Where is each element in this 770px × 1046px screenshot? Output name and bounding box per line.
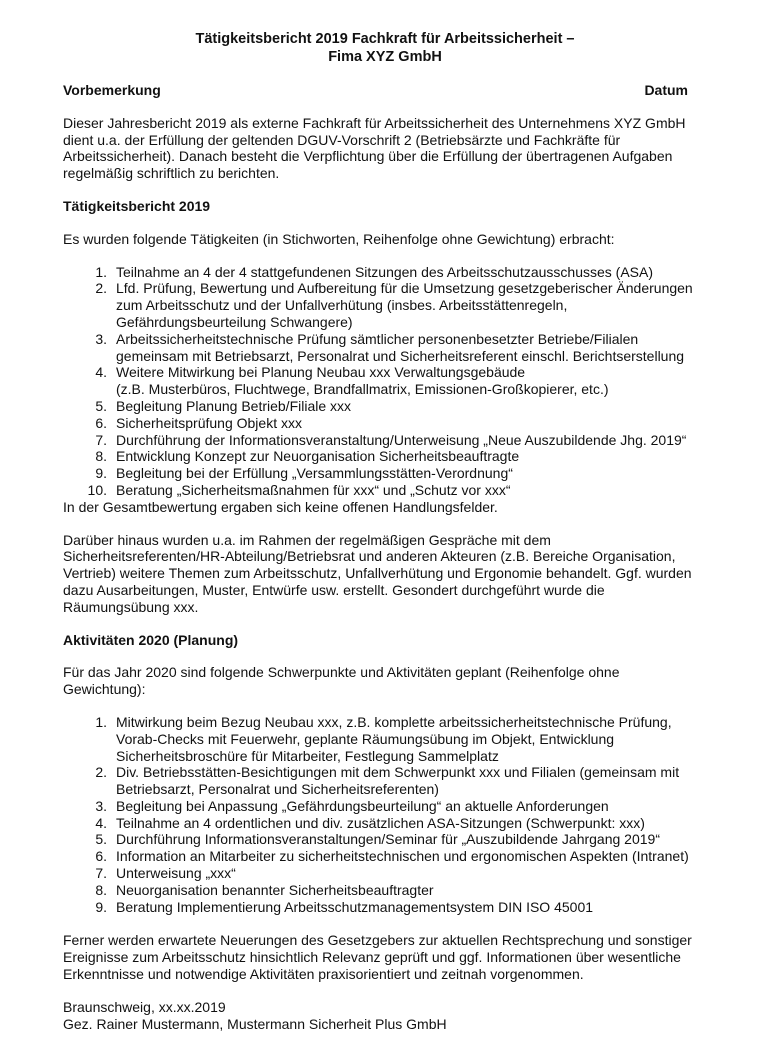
list-number: 5.	[95, 831, 107, 848]
list-number: 4.	[95, 364, 107, 381]
intro-text: Dieser Jahresbericht 2019 als externe Fachkraft für Arbeitssicherheit des Unternehmens XYZ GmbH dient u.a. der Erfüllung der geltenden DGUV-Vorschrift 2 (Betriebsärzte und Fachkräfte für Arbeitssicherheit). Danach besteht die Verpflichtung über die Erfüllung der übertragenen Aufgaben regelmäßig schriftlich zu berichten.	[63, 114, 686, 182]
report-heading: Tätigkeitsbericht 2019	[63, 197, 211, 214]
closing-text: Ferner werden erwartete Neuerungen des Gesetzgebers zur aktuellen Rechtsprechung und sonstiger Ereignisse zum Arbeitsschutz hinsichtlich Relevanz geprüft und ggf. Informationen über wesentliche Erkenntnisse und notwendige Aktivitäten praxisorientiert und zeitnah vorgenommen.	[63, 932, 692, 983]
list-item	[63, 432, 733, 449]
list-number: 1.	[95, 713, 107, 730]
list-number: 6.	[95, 414, 107, 431]
list-item	[63, 815, 733, 832]
list-item	[63, 714, 733, 764]
list-number: 7.	[95, 431, 107, 448]
list-text: Sicherheitsprüfung Objekt xxx	[116, 414, 302, 431]
list-text: Teilnahme an 4 der 4 stattgefundenen Sitzungen des Arbeitsschutzausschusses (ASA)	[116, 263, 653, 280]
list-text: Weitere Mitwirkung bei Planung Neubau xxx Verwaltungsgebäude (z.B. Musterbüros, Fluchtwege, Brandfallmatrix, Emissionen-Großkopierer, etc.)	[116, 364, 609, 398]
list-text: Begleitung Planung Betrieb/Filiale xxx	[116, 397, 352, 414]
list-text: Beratung „Sicherheitsmaßnahmen für xxx“ und „Schutz vor xxx“	[116, 481, 511, 498]
list-number: 2.	[95, 764, 107, 781]
list-item	[63, 482, 733, 499]
list-item	[63, 882, 733, 899]
list-number: 4.	[95, 814, 107, 831]
list-item	[63, 280, 733, 330]
intro-heading: Vorbemerkung	[63, 82, 161, 98]
list-item	[63, 831, 733, 848]
list-text: Durchführung Informationsveranstaltungen/Seminar für „Auszubildende Jahrgang 2019“	[116, 831, 660, 848]
list-text: Teilnahme an 4 ordentlichen und div. zusätzlichen ASA-Sitzungen (Schwerpunkt: xxx)	[116, 814, 645, 831]
list-text: Begleitung bei Anpassung „Gefährdungsbeurteilung“ an aktuelle Anforderungen	[116, 797, 609, 814]
list-number: 7.	[95, 865, 107, 882]
list-item	[63, 764, 733, 798]
list-text: Lfd. Prüfung, Bewertung und Aufbereitung für die Umsetzung gesetzgeberischer Änderungen zum Arbeitsschutz und der Unfallverhütung (insbes. Arbeitsstättenregeln, Gefährdungsbeurteilung Schwangere)	[116, 280, 693, 330]
list-item	[63, 331, 733, 365]
list-number: 5.	[95, 397, 107, 414]
list-text: Neuorganisation benannter Sicherheitsbeauftragter	[116, 881, 434, 898]
plan-list	[63, 714, 733, 916]
list-number: 10.	[87, 481, 107, 498]
list-text: Durchführung der Informationsveranstaltung/Unterweisung „Neue Auszubildende Jhg. 2019“	[116, 431, 687, 448]
list-text: Entwicklung Konzept zur Neuorganisation Sicherheitsbeauftragte	[116, 448, 520, 465]
plan-heading: Aktivitäten 2020 (Planung)	[63, 631, 239, 648]
list-text: Beratung Implementierung Arbeitsschutzmanagementsystem DIN ISO 45001	[116, 898, 594, 915]
list-item	[63, 398, 733, 415]
place-date: Braunschweig, xx.xx.2019	[63, 998, 226, 1015]
list-item	[63, 865, 733, 882]
list-item	[63, 798, 733, 815]
document-title: Tätigkeitsbericht 2019 Fachkraft für Arbeitssicherheit – Fima XYZ GmbH	[195, 31, 575, 65]
list-number: 3.	[95, 330, 107, 347]
report-list	[63, 264, 733, 499]
list-text: Div. Betriebsstätten-Besichtigungen mit dem Schwerpunkt xxx und Filialen (gemeinsam mit Betriebsarzt, Personalrat und Sicherheitsreferenten)	[116, 764, 680, 798]
report-summary: In der Gesamtbewertung ergaben sich keine offenen Handlungsfelder.	[63, 498, 498, 515]
list-item	[63, 899, 733, 916]
list-item	[63, 364, 733, 398]
list-text: Mitwirkung beim Bezug Neubau xxx, z.B. komplette arbeitssicherheitstechnische Prüfung, Vorab-Checks mit Feuerwehr, geplante Räumungsübung im Objekt, Entwicklung Sicherheitsbroschüre für Mitarbeiter, Festlegung Sammelplatz	[116, 713, 672, 764]
signature: Gez. Rainer Mustermann, Mustermann Sicherheit Plus GmbH	[63, 1015, 447, 1032]
list-number: 9.	[95, 898, 107, 915]
list-item	[63, 448, 733, 465]
date-label: Datum	[644, 82, 688, 98]
list-item	[63, 465, 733, 482]
list-text: Unterweisung „xxx“	[116, 865, 236, 882]
intro-heading-row	[63, 82, 688, 99]
report-intro: Es wurden folgende Tätigkeiten (in Stichworten, Reihenfolge ohne Gewichtung) erbracht:	[63, 230, 615, 247]
list-number: 8.	[95, 881, 107, 898]
list-number: 3.	[95, 797, 107, 814]
list-item	[63, 264, 733, 281]
list-number: 6.	[95, 848, 107, 865]
list-text: Arbeitssicherheitstechnische Prüfung sämtlicher personenbesetzter Betriebe/Filialen gemeinsam mit Betriebsarzt, Personalrat und Sicherheitsreferent einschl. Berichtserstellung	[116, 330, 685, 364]
list-number: 1.	[95, 263, 107, 280]
report-extra: Darüber hinaus wurden u.a. im Rahmen der regelmäßigen Gespräche mit dem Sicherheitsreferenten/HR-Abteilung/Betriebsrat und anderen Akteuren (z.B. Bereiche Organisation, Vertrieb) weitere Themen zum Arbeitsschutz, Unfallverhütung und Ergonomie behandelt. Ggf. wurden dazu Ausarbeitungen, Muster, Entwürfe usw. erstellt. Gesondert durchgeführt wurde die Räumungsübung xxx.	[63, 531, 692, 615]
list-number: 2.	[95, 280, 107, 297]
list-text: Begleitung bei der Erfüllung „Versammlungsstätten-Verordnung“	[116, 465, 513, 482]
list-item	[63, 848, 733, 865]
list-number: 9.	[95, 465, 107, 482]
list-item	[63, 415, 733, 432]
list-number: 8.	[95, 448, 107, 465]
list-text: Information an Mitarbeiter zu sicherheitstechnischen und ergonomischen Aspekten (Intranet)	[116, 848, 689, 865]
plan-intro: Für das Jahr 2020 sind folgende Schwerpunkte und Aktivitäten geplant (Reihenfolge ohne Gewichtung):	[63, 664, 620, 698]
